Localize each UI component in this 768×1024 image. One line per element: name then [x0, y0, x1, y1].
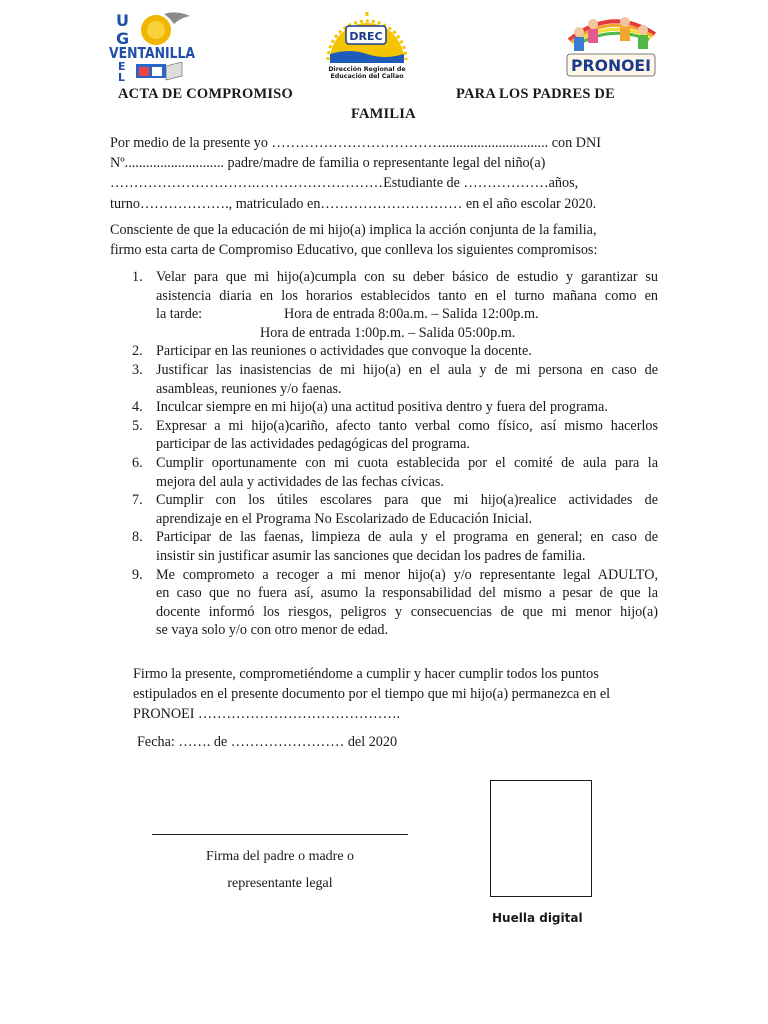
afternoon-schedule: Hora de entrada 1:00p.m. – Salida 05:00p.m. [260, 324, 516, 341]
svg-text:E: E [118, 60, 126, 73]
commitment-text-line: en caso que no fuera así, asumo la responsabilidad del mismo a pesar de que la [156, 585, 658, 602]
intro-line-3 [110, 173, 658, 193]
svg-text:G: G [116, 29, 130, 48]
commitment-item [110, 268, 658, 342]
signature-line [152, 834, 408, 835]
commitment-text-line: asistencia diaria en los horarios establecidos tanto en el turno mañana como en [156, 287, 658, 304]
commitment-text-line: docente informó los riesgos, peligros y consecuencias de que mi menor hijo(a) [156, 603, 658, 620]
closing-line-1: Firmo la presente, comprometiéndome a cumplir y hacer cumplir todos los puntos [133, 666, 599, 682]
pronoei-logo [563, 10, 659, 78]
commitment-number: 2. [132, 343, 143, 360]
commitments-list [110, 268, 658, 640]
commitment-item [110, 491, 658, 528]
commitment-number: 4. [132, 399, 143, 416]
consciente-line-1: Consciente de que la educación de mi hijo(a) implica la acción conjunta de la familia, [110, 222, 597, 238]
svg-text:Educación del Callao: Educación del Callao [330, 73, 404, 80]
commitment-text-line: asambleas, reuniones y/o faenas. [156, 380, 342, 397]
commitment-number: 6. [132, 454, 143, 471]
title-part-1: ACTA DE COMPROMISO [118, 86, 293, 102]
commitment-item [110, 454, 658, 491]
consciente-line-2: firmo esta carta de Compromiso Educativo, que conlleva los siguientes compromisos: [110, 242, 598, 259]
commitment-number: 8. [132, 529, 143, 546]
commitment-text-line: Justificar las inasistencias de mi hijo(a) en el aula y de mi persona en caso de [156, 361, 658, 378]
intro-line-1: Por medio de la presente yo ……………………………….............................. con DNI [110, 135, 601, 151]
commitment-text-line: se vaya solo y/o con otro menor de edad. [156, 622, 389, 639]
title-part-3: FAMILIA [351, 106, 416, 122]
signature-label-1: Firma del padre o madre o [205, 849, 355, 864]
commitment-text-line: Participar en las reuniones o actividades que convoque la docente. [156, 343, 532, 360]
commitment-item [110, 361, 658, 398]
closing-line-2: estipulados en el presente documento por el tiempo que mi hijo(a) permanezca en el [133, 686, 611, 703]
consciente-paragraph [110, 220, 658, 260]
schedule-label: la tarde: [156, 306, 203, 323]
svg-text:U: U [116, 11, 129, 30]
commitment-text-line: Inculcar siempre en mi hijo(a) una actitud positiva dentro y fuera del programa. [156, 399, 608, 416]
intro-line-2-text: padre/madre de familia o representante legal del niño(a) [227, 155, 546, 172]
commitment-number: 9. [132, 566, 143, 583]
intro-line-4: turno………………., matriculado en………………………… en el año escolar 2020. [110, 195, 597, 212]
ugel-ventanilla-logo [108, 8, 196, 82]
intro-line-3-de: de [446, 175, 460, 192]
intro-line-2 [110, 153, 658, 173]
commitment-text-line: Velar para que mi hijo(a)cumpla con su deber básico de estudio y garantizar su [156, 269, 658, 285]
commitment-item [110, 528, 658, 565]
commitment-text-line: mejora del aula y actividades de las fechas cívicas. [156, 473, 444, 490]
svg-text:Dirección Regional de: Dirección Regional de [328, 66, 406, 73]
commitment-text-line: Participar de las faenas, limpieza de aula y el programa en general; en caso de [156, 529, 658, 546]
svg-text:DREC: DREC [349, 30, 383, 43]
commitment-text-line: insistir sin justificar asumir las sanciones que decidan los padres de familia. [156, 547, 586, 564]
commitment-text-line: participar de las actividades pedagógicas del programa. [156, 436, 470, 453]
commitment-text-line: Cumplir con los útiles escolares para que mi hijo(a)realice actividades de [156, 492, 658, 509]
morning-schedule: Hora de entrada 8:00a.m. – Salida 12:00p.m. [284, 306, 539, 323]
commitment-text-line: Expresar a mi hijo(a)cariño, afecto tanto verbal como físico, así mismo hacerlos [156, 417, 658, 434]
commitment-item [110, 398, 658, 417]
commitment-text-line: Me comprometo a recoger a mi menor hijo(a) y/o representante legal ADULTO, [156, 566, 658, 583]
svg-text:L: L [118, 71, 126, 84]
svg-text:PRONOEI: PRONOEI [571, 56, 651, 75]
closing-line-3: PRONOEI ……………………………………. [133, 706, 401, 723]
thumbprint-label: Huella digital [492, 911, 583, 925]
dni-number-field: Nº............................ [110, 155, 224, 172]
commitment-text-line: aprendizaje en el Programa No Escolarizado de Educación Inicial. [156, 510, 533, 527]
commitment-text-line: Cumplir oportunamente con mi cuota establecida por el comité de aula para la [156, 454, 658, 471]
fecha-line: Fecha: ……. de …………………… del 2020 [137, 734, 398, 750]
schedule-row-1 [156, 305, 658, 324]
closing-paragraph [133, 664, 658, 725]
commitment-item [110, 342, 658, 361]
commitment-number: 1. [132, 269, 143, 285]
signature-label-2: representante legal [227, 876, 333, 891]
svg-text:VENTANILLA: VENTANILLA [109, 44, 196, 62]
commitment-item [110, 417, 658, 454]
thumbprint-box [490, 780, 592, 897]
drec-callao-logo [322, 12, 412, 82]
commitment-number: 5. [132, 417, 143, 434]
age-field: ………………años, [463, 175, 579, 192]
title-part-2: PARA LOS PADRES DE [456, 86, 615, 102]
commitment-item [110, 566, 658, 640]
commitment-number: 7. [132, 492, 143, 509]
commitment-number: 3. [132, 361, 143, 378]
intro-paragraph [110, 133, 658, 214]
child-name-field: ………………………….………………………Estudiante [110, 175, 443, 192]
